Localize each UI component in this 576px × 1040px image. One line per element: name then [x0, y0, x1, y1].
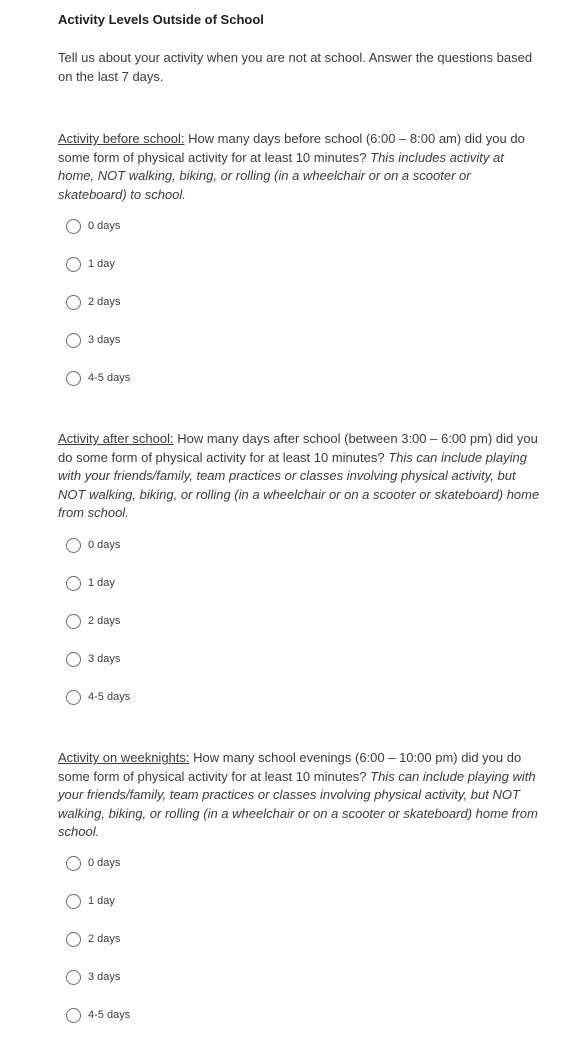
option-label: 0 days: [88, 220, 121, 232]
option-label: 2 days: [88, 615, 121, 627]
option-after-3-days[interactable]: [66, 650, 120, 668]
option-after-1-day[interactable]: [66, 574, 115, 592]
option-label: 4-5 days: [88, 1009, 131, 1021]
option-weeknights-2-days[interactable]: [66, 930, 120, 948]
option-before-1-day[interactable]: [66, 255, 115, 273]
option-before-2-days[interactable]: [66, 293, 120, 311]
question-label: Activity after school:: [58, 431, 174, 446]
radio-button[interactable]: [66, 219, 81, 234]
radio-button[interactable]: [66, 576, 81, 591]
question-text: How many school evenings (6:00 – 10:00 pm) did you do some form of physical activity for at least 10 minutes?: [58, 750, 522, 784]
option-label: 1 day: [88, 895, 115, 907]
question-weeknights: [58, 749, 540, 842]
radio-button[interactable]: [66, 856, 81, 871]
option-label: 1 day: [88, 577, 115, 589]
radio-button[interactable]: [66, 970, 81, 985]
option-label: 4-5 days: [88, 372, 131, 384]
option-weeknights-0-days[interactable]: [66, 854, 120, 872]
option-weeknights-3-days[interactable]: [66, 968, 120, 986]
option-after-2-days[interactable]: [66, 612, 120, 630]
option-before-0-days[interactable]: [66, 217, 120, 235]
radio-button[interactable]: [66, 295, 81, 310]
question-text: How many days after school (between 3:00 – 6:00 pm) did you do some form of physical activity for at least 10 minutes?: [58, 431, 538, 465]
radio-button[interactable]: [66, 333, 81, 348]
option-label: 2 days: [88, 296, 121, 308]
radio-button[interactable]: [66, 538, 81, 553]
radio-button[interactable]: [66, 652, 81, 667]
radio-button[interactable]: [66, 1008, 81, 1023]
option-weeknights-1-day[interactable]: [66, 892, 115, 910]
radio-button[interactable]: [66, 257, 81, 272]
radio-button[interactable]: [66, 614, 81, 629]
radio-button[interactable]: [66, 894, 81, 909]
question-before-school: [58, 130, 540, 204]
option-label: 3 days: [88, 653, 121, 665]
question-text: How many days before school (6:00 – 8:00 am) did you do some form of physical activity for at least 10 minutes?: [58, 131, 525, 165]
option-label: 0 days: [88, 539, 121, 551]
question-hint: This can include playing with your friends/family, team practices or classes involving physical activity, but NOT walking, biking, or rolling (in a wheelchair or on a scooter or skateboard) home from school.: [58, 768, 538, 839]
option-label: 0 days: [88, 857, 121, 869]
option-label: 3 days: [88, 334, 121, 346]
option-label: 1 day: [88, 258, 115, 270]
option-label: 4-5 days: [88, 691, 131, 703]
page-title: Activity Levels Outside of School: [58, 12, 264, 27]
question-label: Activity before school:: [58, 131, 185, 146]
intro-text: Tell us about your activity when you are not at school. Answer the questions based on the last 7 days.: [58, 50, 533, 84]
radio-button[interactable]: [66, 690, 81, 705]
question-hint: This can include playing with your friends/family, team practices or classes involving physical activity, but NOT walking, biking, or rolling (in a wheelchair or on a scooter or skateboard) home from school.: [58, 449, 540, 520]
option-after-4-5-days[interactable]: [66, 688, 130, 706]
option-label: 3 days: [88, 971, 121, 983]
option-before-4-5-days[interactable]: [66, 369, 130, 387]
question-hint: This includes activity at home, NOT walking, biking, or rolling (in a wheelchair or on a scooter or skateboard) to school.: [58, 149, 504, 202]
option-before-3-days[interactable]: [66, 331, 120, 349]
radio-button[interactable]: [66, 371, 81, 386]
option-weeknights-4-5-days[interactable]: [66, 1006, 130, 1024]
question-label: Activity on weeknights:: [58, 750, 190, 765]
option-after-0-days[interactable]: [66, 536, 120, 554]
option-label: 2 days: [88, 933, 121, 945]
question-after-school: [58, 430, 540, 523]
radio-button[interactable]: [66, 932, 81, 947]
